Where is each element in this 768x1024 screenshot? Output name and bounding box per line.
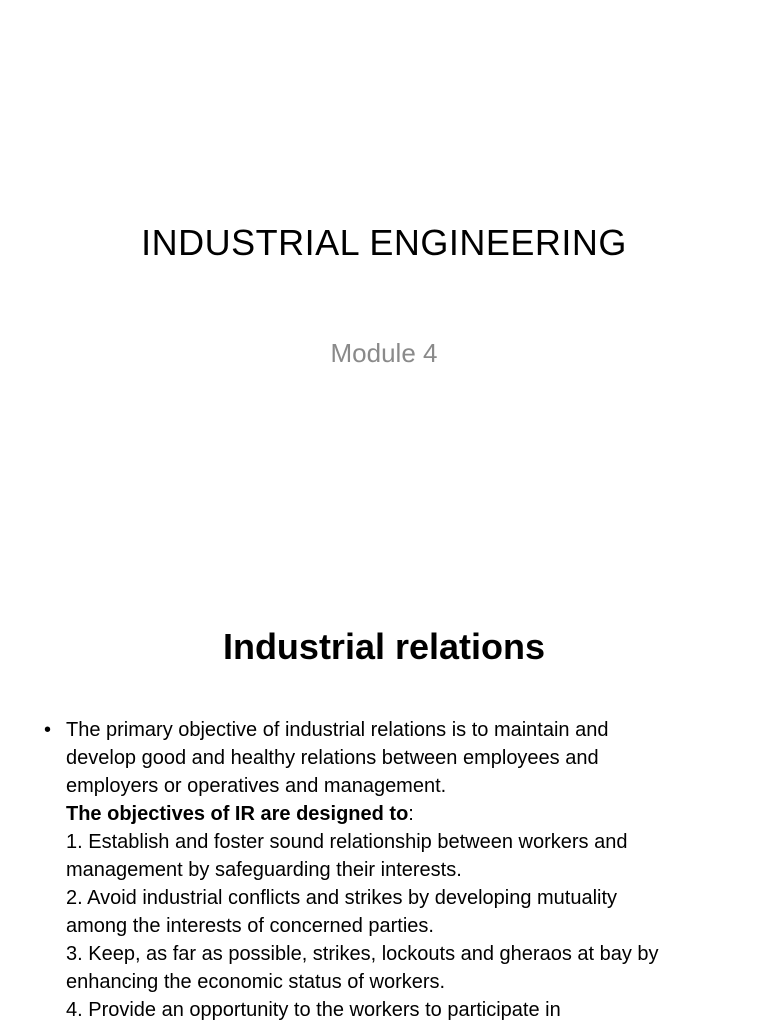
slide-title-heading: INDUSTRIAL ENGINEERING bbox=[141, 222, 627, 263]
slide-subtitle: Module 4 bbox=[330, 338, 438, 368]
slide-industrial-relations bbox=[0, 576, 768, 1024]
objectives-colon: : bbox=[408, 803, 414, 825]
objective-line: management by safeguarding their interests. bbox=[66, 859, 462, 881]
bullet-content bbox=[44, 716, 724, 1024]
bullet-marker: • bbox=[44, 719, 52, 741]
intro-line: develop good and healthy relations between employees and bbox=[66, 747, 599, 769]
objective-line: enhancing the economic status of workers. bbox=[66, 971, 446, 993]
slide-heading: Industrial relations bbox=[222, 626, 546, 667]
bullet-text bbox=[66, 716, 724, 1024]
objective-line: 4. Provide an opportunity to the workers to participate in bbox=[66, 999, 561, 1021]
intro-line: The primary objective of industrial relations is to maintain and bbox=[66, 719, 609, 741]
objective-line: 2. Avoid industrial conflicts and strikes by developing mutuality bbox=[66, 887, 618, 909]
objectives-heading: The objectives of IR are designed to bbox=[66, 803, 409, 825]
objectives-heading-line bbox=[66, 800, 724, 828]
objective-line: among the interests of concerned parties. bbox=[66, 915, 434, 937]
objective-line: 1. Establish and foster sound relationship between workers and bbox=[66, 831, 628, 853]
objective-line: 3. Keep, as far as possible, strikes, lockouts and gheraos at bay by bbox=[66, 943, 659, 965]
intro-line: employers or operatives and management. bbox=[66, 775, 447, 797]
